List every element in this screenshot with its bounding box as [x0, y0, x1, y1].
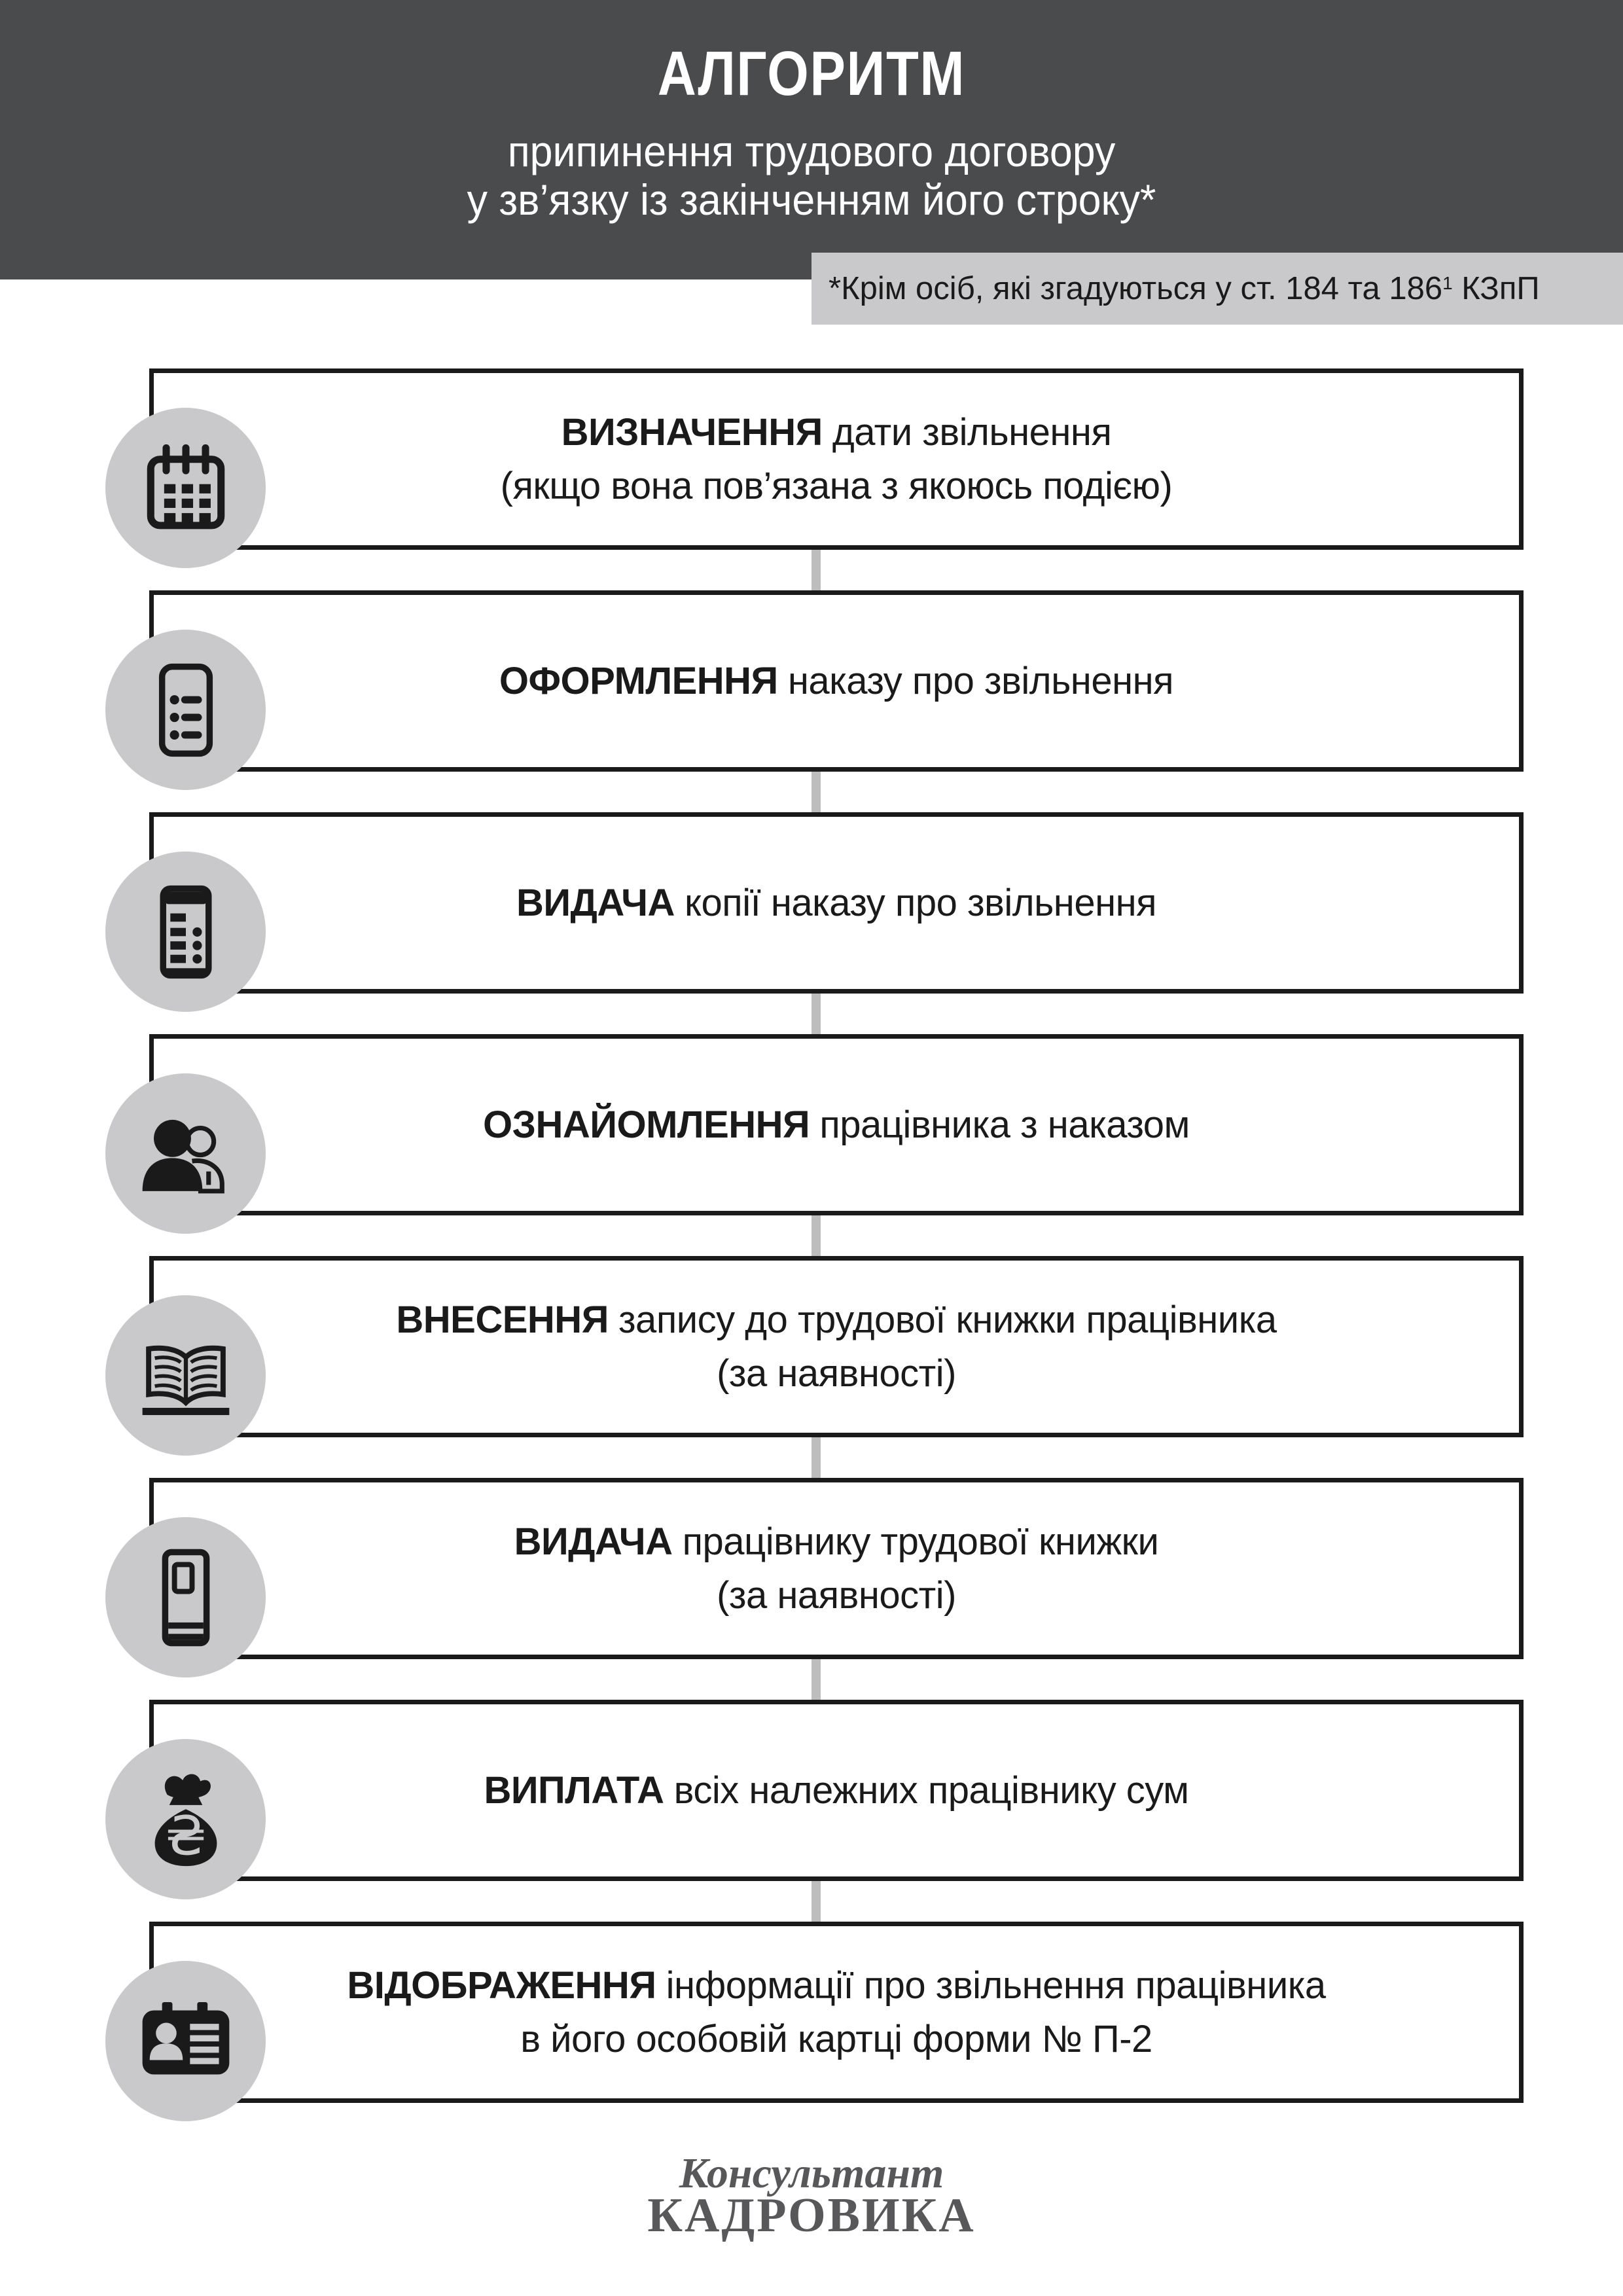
step-icon-circle [105, 1073, 266, 1234]
calendar-icon [134, 437, 238, 540]
step-icon-circle [105, 408, 266, 568]
header [0, 0, 1623, 279]
step-description: дати звільнення [832, 410, 1112, 454]
step-row [149, 1700, 1524, 1881]
step-connector-line [812, 1215, 821, 1256]
step-box [149, 590, 1524, 772]
work-book-icon [134, 1546, 238, 1649]
step-box [149, 368, 1524, 550]
step-connector-line [812, 1437, 821, 1478]
employees-icon [134, 1102, 238, 1206]
step-main-line [516, 876, 1156, 930]
step-text [483, 1098, 1190, 1152]
open-book-icon [134, 1324, 238, 1427]
step-keyword: ВІДОБРАЖЕННЯ [347, 1964, 656, 2007]
step-icon-circle [105, 852, 266, 1012]
brand-logo [0, 2149, 1623, 2242]
step-text [516, 876, 1156, 930]
step-connector-line [812, 550, 821, 590]
svg-text:₴: ₴ [164, 1805, 207, 1868]
step-box [149, 1478, 1524, 1659]
step-keyword: ОЗНАЙОМЛЕННЯ [483, 1103, 810, 1146]
step-main-line [483, 1098, 1190, 1152]
step-keyword: ВИПЛАТА [484, 1768, 664, 1812]
order-copy-icon [134, 880, 238, 984]
step-main-line [501, 406, 1173, 459]
step-keyword: ВИЗНАЧЕННЯ [561, 410, 823, 454]
step-description: працівника з наказом [819, 1103, 1190, 1146]
step-box [149, 1034, 1524, 1215]
step-text [499, 655, 1173, 708]
step-box [149, 1256, 1524, 1437]
steps [149, 368, 1524, 2144]
step-text [347, 1959, 1325, 2066]
poster-subtitle-line2: у зв’язку із закінченням його строку* [467, 175, 1156, 224]
footnote-text: *Крім осіб, які згадуються у ст. 184 та 186 [829, 271, 1443, 306]
step-row [149, 368, 1524, 550]
step-description: копії наказу про звільнення [685, 881, 1157, 924]
step-main-line [484, 1764, 1188, 1818]
step-main-line [396, 1293, 1276, 1347]
step-box [149, 1922, 1524, 2103]
step-icon-circle [105, 1739, 266, 1899]
step-keyword: ВНЕСЕННЯ [396, 1298, 609, 1341]
step-box [149, 1700, 1524, 1881]
step-connector-line [812, 994, 821, 1034]
step-box [149, 812, 1524, 994]
step-text [396, 1293, 1276, 1401]
personnel-card-icon [134, 1990, 238, 2093]
step-row [149, 1922, 1524, 2103]
step-description: наказу про звільнення [787, 659, 1174, 702]
footnote [829, 270, 1540, 307]
footnote-suffix: КЗпП [1452, 271, 1540, 306]
step-icon-circle [105, 1517, 266, 1677]
step-description: інформації про звільнення працівника [666, 1964, 1326, 2007]
money-bag-icon [134, 1768, 238, 1871]
step-secondary-line: (якщо вона пов’язана з якоюсь подією) [500, 464, 1173, 507]
step-icon-circle [105, 1295, 266, 1456]
step-secondary-line: в його особовій картці форми № П-2 [520, 2017, 1152, 2060]
step-text [484, 1764, 1188, 1818]
step-main-line [514, 1515, 1159, 1569]
step-secondary-line: (за наявності) [717, 1352, 956, 1395]
step-main-line [499, 655, 1173, 708]
poster-title: АЛГОРИТМ [657, 39, 966, 109]
step-row [149, 1478, 1524, 1659]
step-connector-line [812, 1659, 821, 1700]
step-icon-circle [105, 630, 266, 790]
step-text [514, 1515, 1159, 1623]
order-list-icon [134, 658, 238, 762]
step-text [501, 406, 1173, 513]
step-secondary-line: (за наявності) [717, 1573, 956, 1617]
footnote-superscript: 1 [1442, 272, 1453, 293]
step-row [149, 590, 1524, 772]
step-keyword: ВИДАЧА [516, 881, 675, 924]
step-connector-line [812, 772, 821, 812]
brand-logo-caps: КАДРОВИКА [647, 2189, 976, 2242]
step-row [149, 1034, 1524, 1215]
step-description: всіх належних працівнику сум [673, 1768, 1189, 1812]
step-row [149, 812, 1524, 994]
step-main-line [347, 1959, 1325, 2013]
step-description: запису до трудової книжки працівника [618, 1298, 1277, 1341]
footnote-box [812, 253, 1623, 325]
step-keyword: ВИДАЧА [514, 1520, 673, 1563]
step-row [149, 1256, 1524, 1437]
poster-subtitle-line1: припинення трудового договору [507, 127, 1116, 175]
brand-logo-script: Консультант [679, 2149, 944, 2197]
step-icon-circle [105, 1961, 266, 2121]
step-description: працівнику трудової книжки [682, 1520, 1159, 1563]
step-keyword: ОФОРМЛЕННЯ [499, 659, 778, 702]
step-connector-line [812, 1881, 821, 1922]
